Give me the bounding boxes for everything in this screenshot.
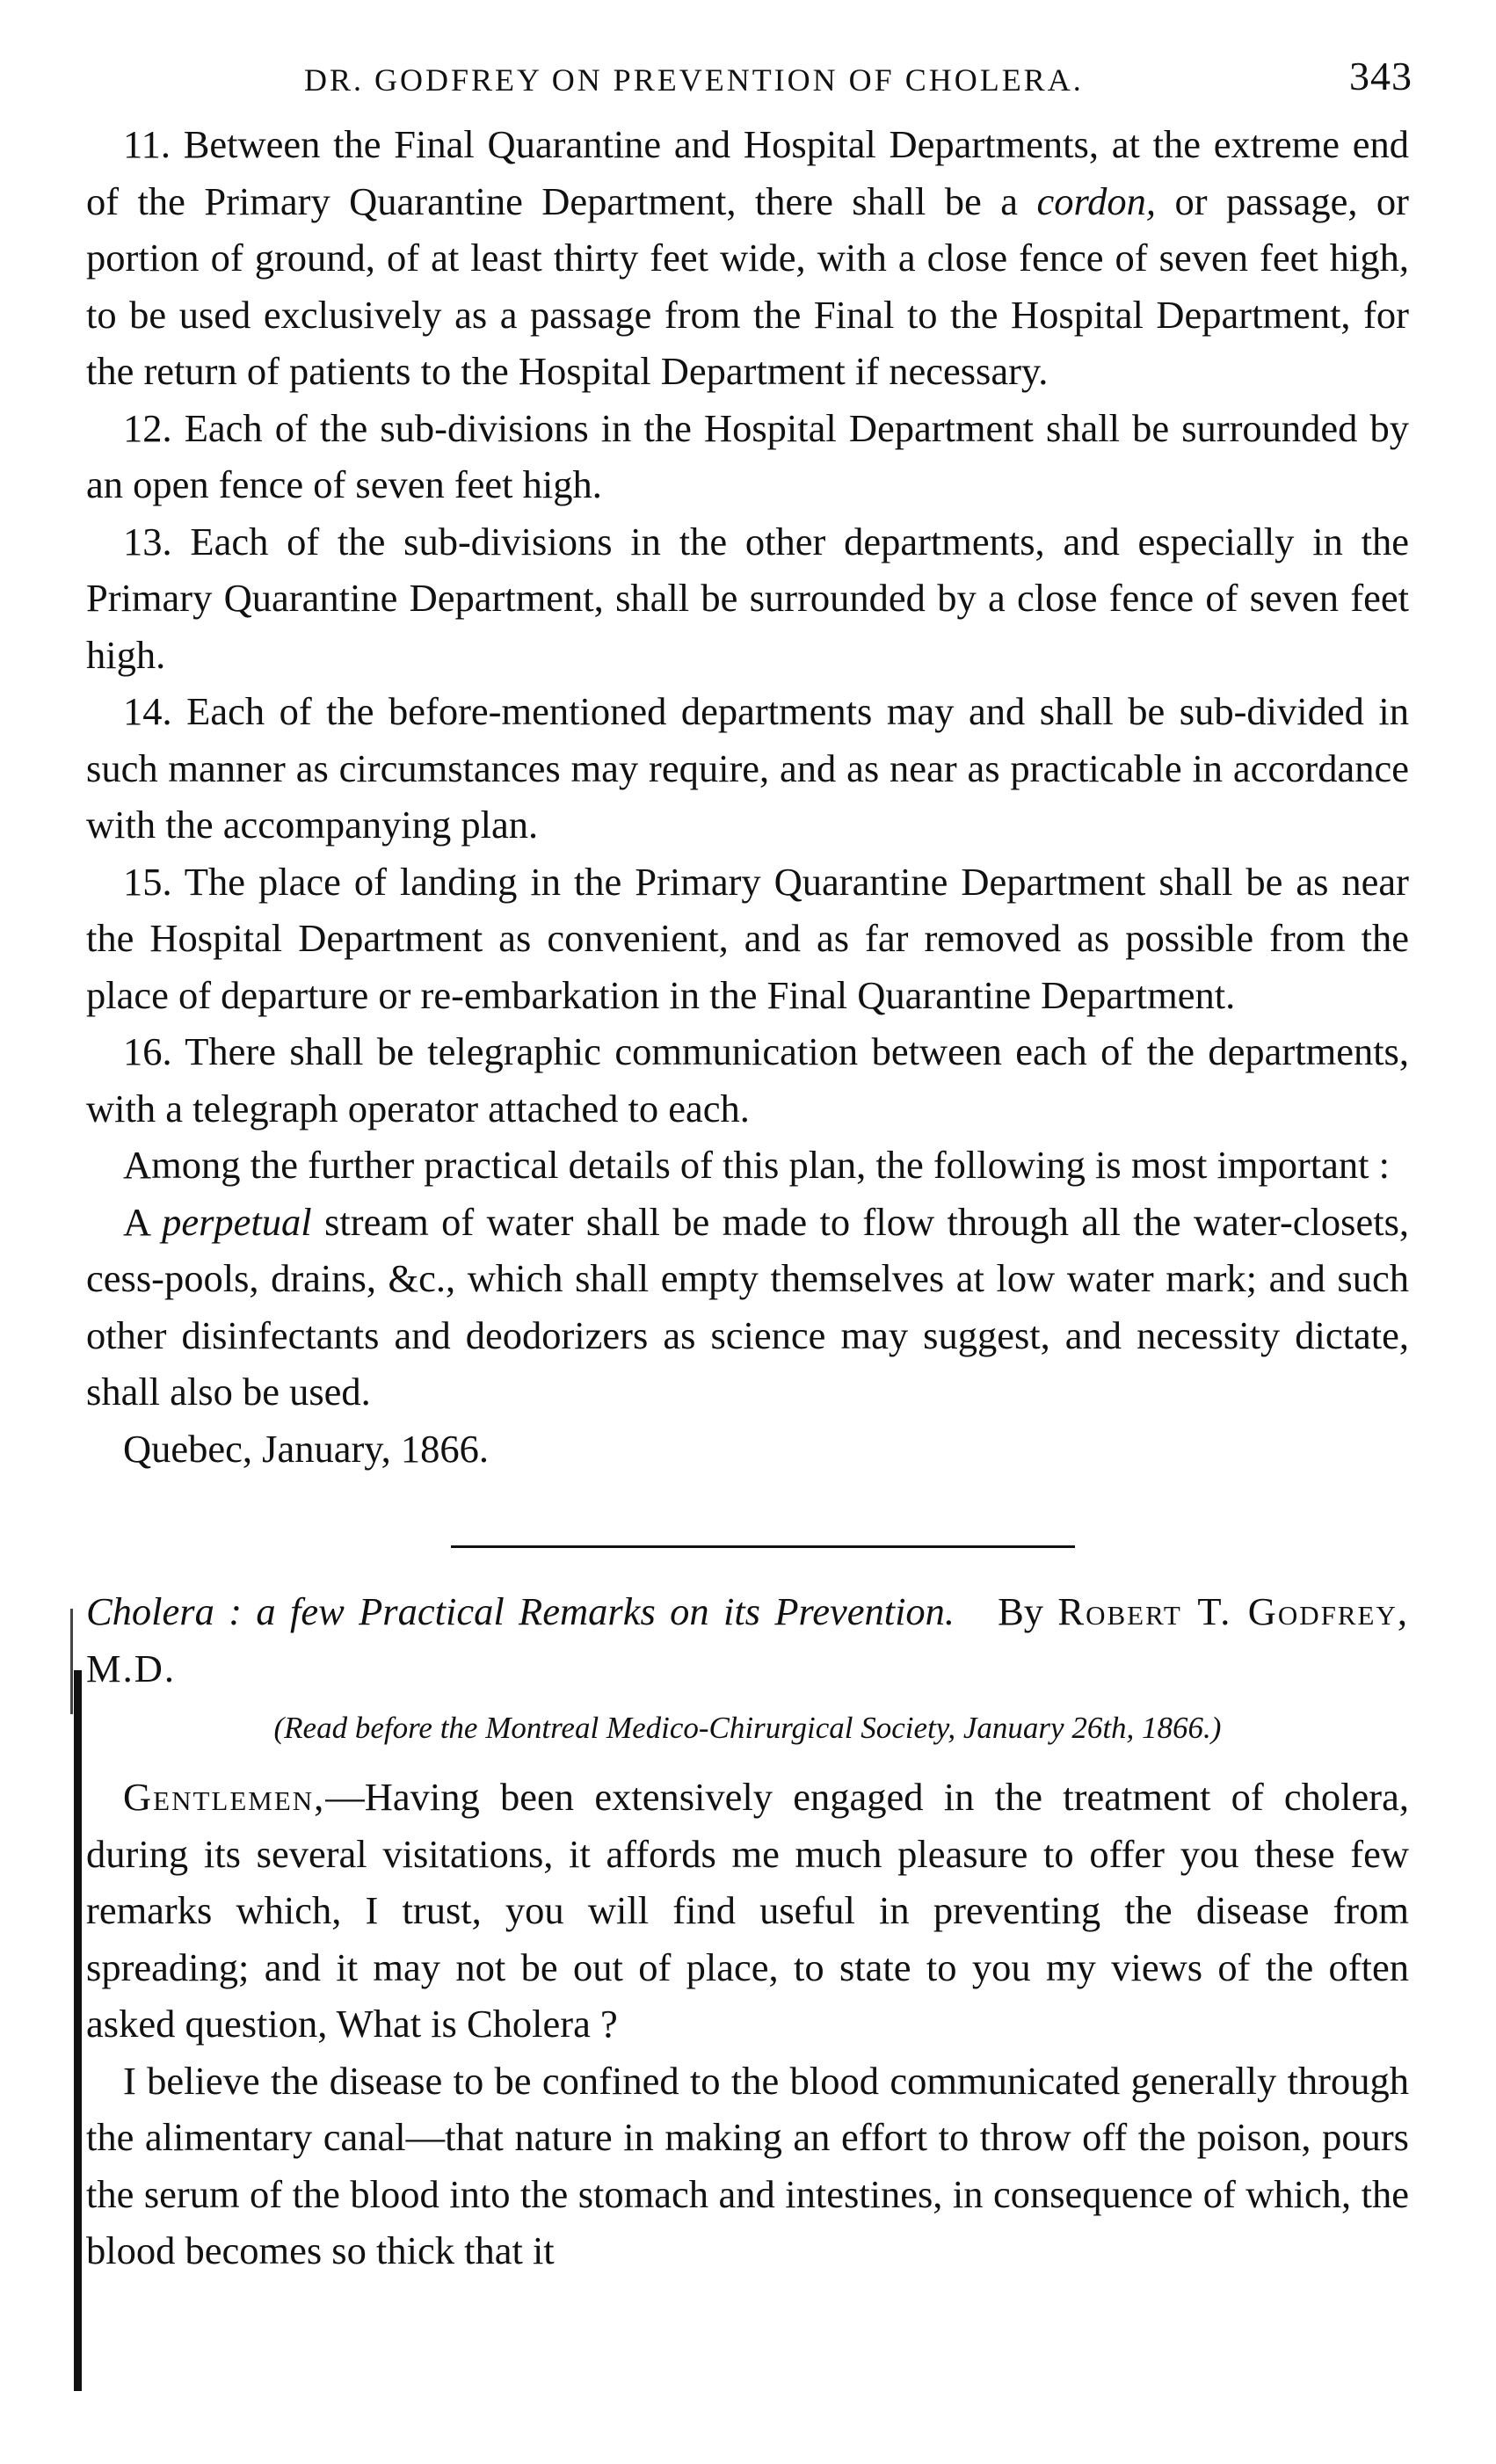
article-paragraph-1 bbox=[86, 1769, 1409, 2053]
article-author: Robert T. Godfrey, M.D. bbox=[86, 1589, 1410, 1690]
paragraph-12: 12. Each of the sub-divisions in the Hospital Department shall be surrounded by an open fence of seven feet high. bbox=[86, 405, 1409, 506]
margin-mark bbox=[74, 1670, 82, 2391]
paragraph-perpetual-a: A bbox=[123, 1199, 149, 1244]
paragraph-11-rest: or passage, or portion of ground, of at least thirty feet wide, with a close fence of seven feet high, to be used exclusively as a passage from the Final to the Hospital Department, for the return of patients to the Hospital Department if necessary. bbox=[86, 178, 1410, 393]
salutation: Gentlemen, bbox=[123, 1775, 326, 1819]
article-paragraph-2: I believe the disease to be confined to the blood communicated generally through the alimentary canal—that nature in making an effort to throw off the poison, pours the serum of the blood into the stomach and intestines, in consequence of which, the blood becomes so thick that it bbox=[86, 2058, 1409, 2272]
paragraph-13: 13. Each of the sub-divisions in the other departments, and especially in the Primary Quarantine Department, shall be surrounded by a close fence of seven feet high. bbox=[86, 519, 1409, 677]
margin-mark-thin bbox=[70, 1609, 73, 1714]
paragraph-15: 15. The place of landing in the Primary Quarantine Department shall be as near the Hospital Department as convenient, and as far removed as possible from the place of departure or re-embarkation in the Final Quarantine Department. bbox=[86, 859, 1409, 1017]
page bbox=[86, 53, 1412, 2279]
article-title-italic: Cholera : a few Practical Remarks on its Prevention. bbox=[86, 1589, 955, 1633]
running-head bbox=[86, 53, 1412, 116]
running-head-title: DR. GODFREY ON PREVENTION OF CHOLERA. bbox=[304, 62, 1084, 98]
paragraph-perpetual bbox=[86, 1194, 1409, 1421]
paragraph-11 bbox=[86, 116, 1409, 400]
paragraph-among: Among the further practical details of this plan, the following is most important : bbox=[123, 1143, 1391, 1187]
paragraph-perpetual-italic: perpetual bbox=[162, 1199, 312, 1244]
paragraph-perpetual-rest: stream of water shall be made to flow through all the water-closets, cess-pools, drains, &c., which shall empty themselves at low water mark; and such other disinfectants and deodorizers as science may suggest, and necessity dictate, shall also be used. bbox=[86, 1199, 1410, 1414]
article-title bbox=[86, 1583, 1409, 1697]
article-paragraph-1-text: —Having been extensively engaged in the treatment of cholera, during its several visitations, it affords me much pleasure to offer you these few remarks which, I trust, you will find useful in preventing the disease from spreading; and it may not be out of place, to state to you my views of the often asked question, What is Cholera ? bbox=[86, 1775, 1409, 2046]
section-divider bbox=[451, 1545, 1075, 1548]
signoff: Quebec, January, 1866. bbox=[123, 1426, 490, 1471]
page-number: 343 bbox=[1349, 54, 1412, 98]
paragraph-14: 14. Each of the before-mentioned departments may and shall be sub-divided in such manner as circumstances may require, and as near as practicable in accordance with the accompanying plan. bbox=[86, 689, 1409, 847]
paragraph-11-text: 11. Between the Final Quarantine and Hospital Departments, at the extreme end of the Primary Quarantine Department, there shall be a bbox=[86, 122, 1409, 223]
paragraph-11-italic: cordon, bbox=[1036, 178, 1156, 223]
paragraph-16: 16. There shall be telegraphic communication between each of the departments, with a telegraph operator attached to each. bbox=[86, 1029, 1409, 1130]
article-by: By bbox=[998, 1589, 1044, 1633]
read-line: (Read before the Montreal Medico-Chirurgical Society, January 26th, 1866.) bbox=[273, 1711, 1222, 1745]
